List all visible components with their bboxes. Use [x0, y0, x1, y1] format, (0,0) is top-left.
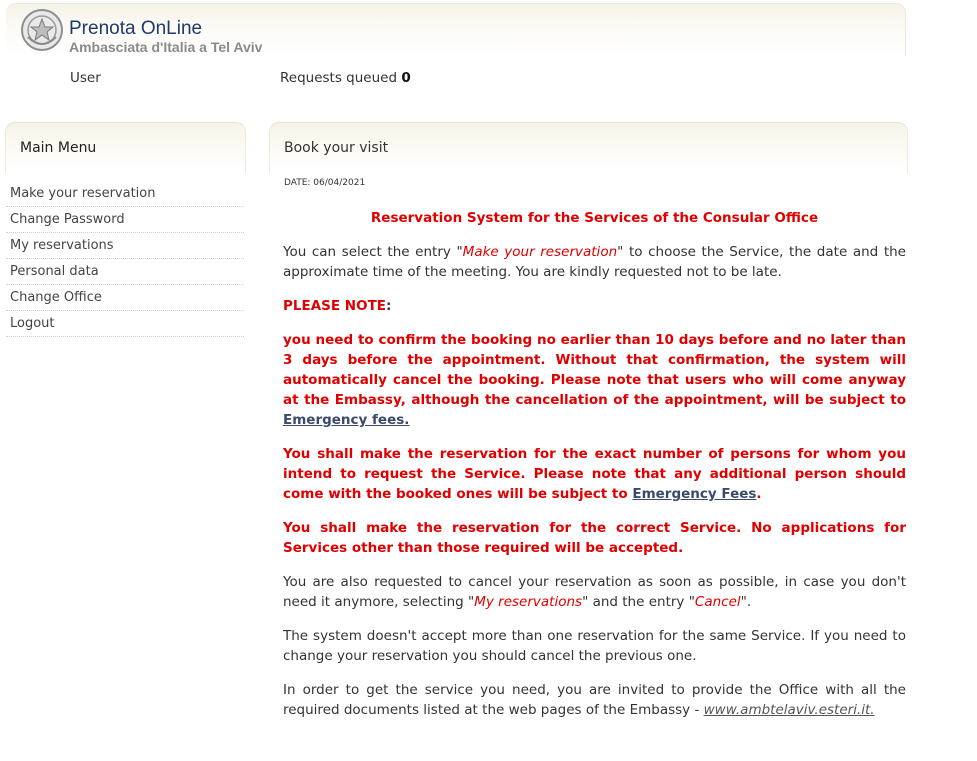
menu-item-change-password[interactable]: Change Password	[6, 208, 244, 233]
main-menu-panel	[5, 122, 246, 173]
documents-text: In order to get the service you need, you are invited to provide the Office with all the required documents listed at the web pages of the Embassy -	[283, 682, 906, 718]
menu-item-personal-data[interactable]: Personal data	[6, 260, 244, 285]
my-reservations-reference: My reservations	[474, 594, 583, 610]
intro-text-end: " to choose the Service, the date and the approximate time of the meeting. You are kindly requested not to be late.	[283, 244, 906, 280]
emergency-fees-link-2[interactable]: Emergency Fees	[632, 486, 757, 502]
persons-notice-period: .	[756, 486, 762, 502]
user-label: User	[70, 70, 101, 86]
menu-item-my-reservations[interactable]: My reservations	[6, 234, 244, 259]
please-note-colon: :	[386, 298, 392, 314]
confirm-booking-notice	[283, 330, 906, 430]
cancel-text-start: You are also requested to cancel your reservation as soon as possible, in case you don't need it anymore, selecting "	[283, 574, 906, 610]
cancel-reference: Cancel	[694, 594, 741, 610]
emergency-fees-link[interactable]: Emergency fees.	[283, 412, 410, 428]
main-menu-title: Main Menu	[20, 140, 97, 156]
queued-count: 0	[401, 70, 411, 86]
requests-queued	[280, 70, 411, 86]
please-note-label: PLEASE NOTE	[283, 298, 387, 314]
cancel-text-end: ".	[740, 594, 752, 610]
book-visit-panel	[269, 122, 908, 173]
cancel-text-middle: " and the entry "	[582, 594, 695, 610]
menu-item-make-reservation[interactable]: Make your reservation	[6, 182, 244, 207]
date-label: DATE: 06/04/2021	[284, 178, 366, 188]
brand-title: Prenota OnLine	[69, 18, 203, 39]
intro-paragraph	[283, 242, 906, 282]
persons-notice	[283, 444, 906, 504]
republic-emblem-icon	[20, 7, 64, 53]
menu-item-change-office[interactable]: Change Office	[6, 286, 244, 311]
intro-text-start: You can select the entry "	[283, 244, 463, 260]
menu-item-logout[interactable]: Logout	[6, 312, 244, 337]
page-title: Book your visit	[284, 140, 389, 156]
persons-notice-text: You shall make the reservation for the exact number of persons for whom you intend to request the Service. Please note that any additional person should come with the booked ones will be subject to	[283, 446, 906, 502]
documents-paragraph	[283, 680, 906, 720]
embassy-website-link[interactable]: www.ambtelaviv.esteri.it.	[703, 702, 875, 718]
queued-label: Requests queued	[280, 70, 398, 86]
one-reservation-paragraph: The system doesn't accept more than one reservation for the same Service. If you need to change your reservation you should cancel the previous one.	[283, 628, 906, 664]
cancel-paragraph	[283, 572, 906, 612]
brand-subtitle: Ambasciata d'Italia a Tel Aviv	[69, 39, 263, 55]
reservation-system-heading: Reservation System for the Services of the Consular Office	[370, 210, 819, 226]
main-content	[283, 208, 906, 734]
make-reservation-reference: Make your reservation	[462, 244, 618, 260]
main-menu	[6, 182, 244, 338]
confirm-booking-text: you need to confirm the booking no earlier than 10 days before and no later than 3 days before the appointment. Without that confirmation, the system will automatically cancel the booking. Please note that users who will come anyway at the Embassy, although the cancellation of the appointment, will be subject to	[283, 332, 906, 408]
please-note-heading	[283, 296, 906, 316]
correct-service-notice: You shall make the reservation for the correct Service. No applications for Services other than those required will be accepted.	[283, 520, 906, 556]
header-banner	[6, 3, 906, 56]
